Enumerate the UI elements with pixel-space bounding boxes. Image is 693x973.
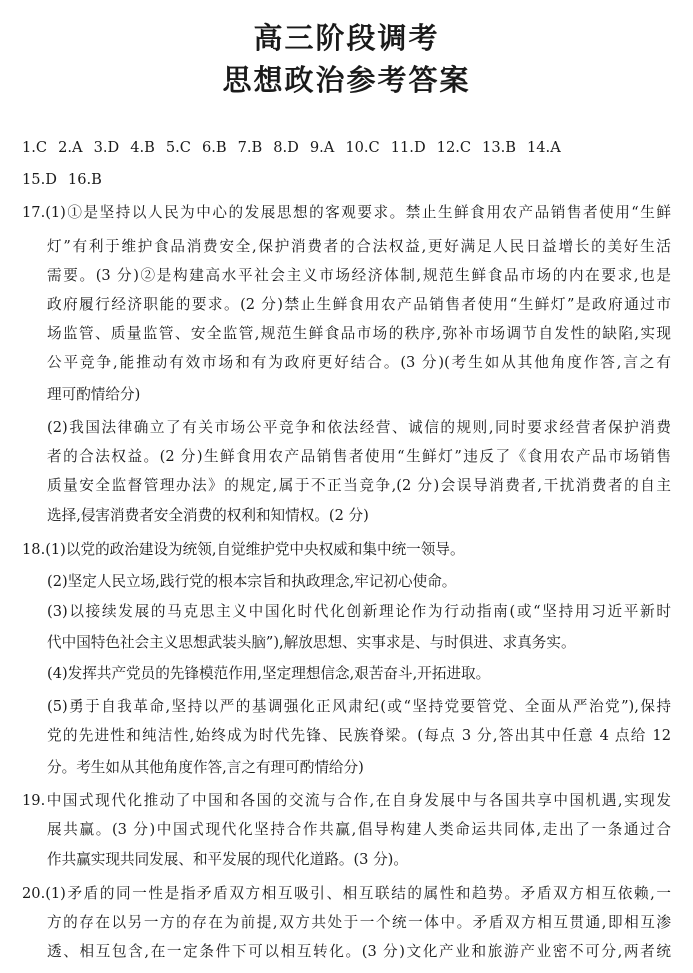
answer-line: 灯”有利于维护食品消费安全,保护消费者的合法权益,更好满足人民日益增长的美好生活 [47, 238, 671, 255]
choice-answer: 8.D [273, 139, 299, 156]
answer-line: 理可酌情给分) [47, 386, 141, 403]
answer-line: 方的存在以另一方的存在为前提,双方共处于一个统一体中。矛盾双方相互贯通,即相互渗 [47, 914, 671, 931]
page-title: 高三阶段调考 [253, 21, 440, 55]
choice-answer: 16.B [67, 171, 102, 188]
answer-line: 作共赢实现共同发展、和平发展的现代化道路。(3 分)。 [47, 851, 408, 868]
answer-line: 透、相互包含,在一定条件下可以相互转化。(3 分)文化产业和旅游产业密不可分,两者统 [47, 943, 671, 960]
answer-line: 17.(1)①是坚持以人民为中心的发展思想的客观要求。禁止生鲜食用农产品销售者使用“生鲜 [22, 204, 671, 221]
choice-answer: 12.C [436, 139, 472, 156]
answer-line: 18.(1)以党的政治建设为统领,自觉维护党中央权威和集中统一领导。 [22, 541, 465, 558]
answer-line: (2)我国法律确立了有关市场公平竞争和依法经营、诚信的规则,同时要求经营者保护消费 [47, 419, 671, 436]
answer-line: 公平竞争,能推动有效市场和有为政府更好结合。(3 分)(考生如从其他角度作答,言之有 [47, 354, 671, 371]
choice-answer: 14.A [526, 139, 561, 156]
answer-line: 政府履行经济职能的要求。(2 分)禁止生鲜食用农产品销售者使用“生鲜灯”是政府通过市 [47, 296, 671, 313]
answer-line: 代中国特色社会主义思想武装头脑”),解放思想、实事求是、与时俱进、求真务实。 [47, 634, 576, 651]
choice-answer: 4.B [130, 139, 155, 156]
answer-line: 展共赢。(3 分)中国式现代化坚持合作共赢,倡导构建人类命运共同体,走出了一条通过合 [47, 821, 671, 838]
choice-answers-row-2 [22, 170, 113, 190]
choice-answer: 9.A [309, 139, 335, 156]
answer-line: 20.(1)矛盾的同一性是指矛盾双方相互吸引、相互联结的属性和趋势。矛盾双方相互依赖,一 [22, 885, 671, 902]
answer-line: 质量安全监督管理办法》的规定,属于不正当竞争,(2 分)会误导消费者,干扰消费者的自主 [47, 477, 671, 494]
choice-answer: 15.D [22, 171, 57, 188]
choice-answer: 2.A [58, 139, 83, 156]
answer-line: (3)以接续发展的马克思主义中国化时代化创新理论作为行动指南(或“坚持用习近平新时 [47, 603, 671, 620]
choice-answer: 11.D [390, 139, 426, 156]
choice-answer: 6.B [201, 139, 227, 156]
answer-line: 党的先进性和纯洁性,始终成为时代先锋、民族脊梁。(每点 3 分,答出其中任意 4 点给 12 [47, 727, 671, 744]
answer-line: (2)坚定人民立场,践行党的根本宗旨和执政理念,牢记初心使命。 [47, 573, 457, 590]
choice-answer: 1.C [22, 139, 48, 156]
choice-answers-row-1 [22, 138, 572, 158]
choice-answer: 13.B [482, 139, 516, 156]
page-subtitle: 思想政治参考答案 [222, 63, 471, 97]
answer-line: 者的合法权益。(2 分)生鲜食用农产品销售者使用“生鲜灯”违反了《食用农产品市场销售 [47, 448, 671, 465]
answer-line: 需要。(3 分)②是构建高水平社会主义市场经济体制,规范生鲜食品市场的内在要求,也是 [47, 267, 671, 284]
choice-answer: 10.C [345, 139, 380, 156]
answer-line: 选择,侵害消费者安全消费的权利和知情权。(2 分) [47, 507, 369, 524]
choice-answer: 3.D [93, 139, 120, 156]
answer-line: (4)发挥共产党员的先锋模范作用,坚定理想信念,艰苦奋斗,开拓进取。 [47, 665, 491, 682]
choice-answer: 5.C [165, 139, 191, 156]
answer-line: 分。考生如从其他角度作答,言之有理可酌情给分) [47, 759, 364, 776]
answer-line: 场监管、质量监管、安全监管,规范生鲜食品市场的秩序,弥补市场调节自发性的缺陷,实现 [47, 325, 671, 342]
answer-line: (5)勇于自我革命,坚持以严的基调强化正风肃纪(或“坚持党要管党、全面从严治党”),保持 [47, 698, 671, 715]
choice-answer: 7.B [237, 139, 263, 156]
answer-line: 19.中国式现代化推动了中国和各国的交流与合作,在自身发展中与各国共享中国机遇,实现发 [22, 792, 671, 809]
